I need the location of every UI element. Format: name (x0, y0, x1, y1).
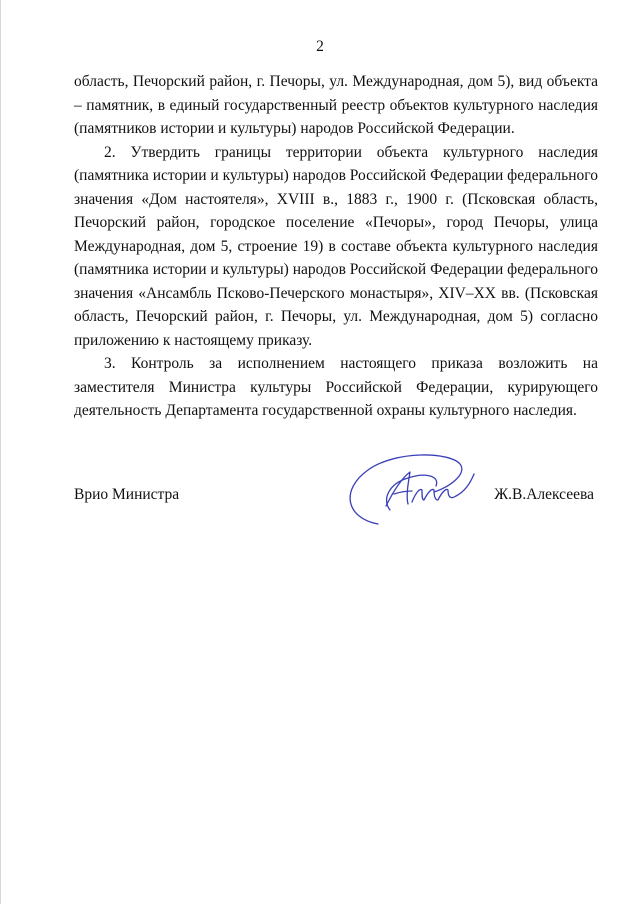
page-number: 2 (316, 38, 324, 55)
signer-name: Ж.В.Алексеева (494, 486, 594, 503)
signature-block (74, 486, 598, 510)
handwritten-signature (338, 444, 478, 530)
paragraph-item-2: 2. Утвердить границы территории объекта культурного наследия (памятника истории и культуры) народов Российской Федерации федерального значения «Дом настоятеля», XVIII в., 1883 г., 1900 г. (Псковская область, Печорский район, городское поселение «Печоры», город Печоры, улица Международная, дом 5, строение 19) в составе объекта культурного наследия (памятника истории и культуры) народов Российской Федерации федерального значения «Ансамбль Псково-Печерского монастыря», XIV–XX вв. (Псковская область, Печорский район, г. Печоры, ул. Международная, дом 5) согласно приложению к настоящему приказу. (74, 143, 598, 349)
signer-title: Врио Министра (74, 486, 180, 503)
scan-edge (0, 0, 1, 904)
paragraph-item-3: 3. Контроль за исполнением настоящего приказа возложить на заместителя Министра культуры Российской Федерации, курирующего деятельность Департамента государственной охраны культурного наследия. (74, 355, 598, 419)
paragraph-continued: область, Печорский район, г. Печоры, ул. Международная, дом 5), вид объекта – памятник, в единый государственный реестр объектов культурного наследия (памятников истории и культуры) народов Российской Федерации. (74, 73, 598, 137)
document-body (74, 70, 598, 423)
signature-letter-m (412, 489, 456, 502)
